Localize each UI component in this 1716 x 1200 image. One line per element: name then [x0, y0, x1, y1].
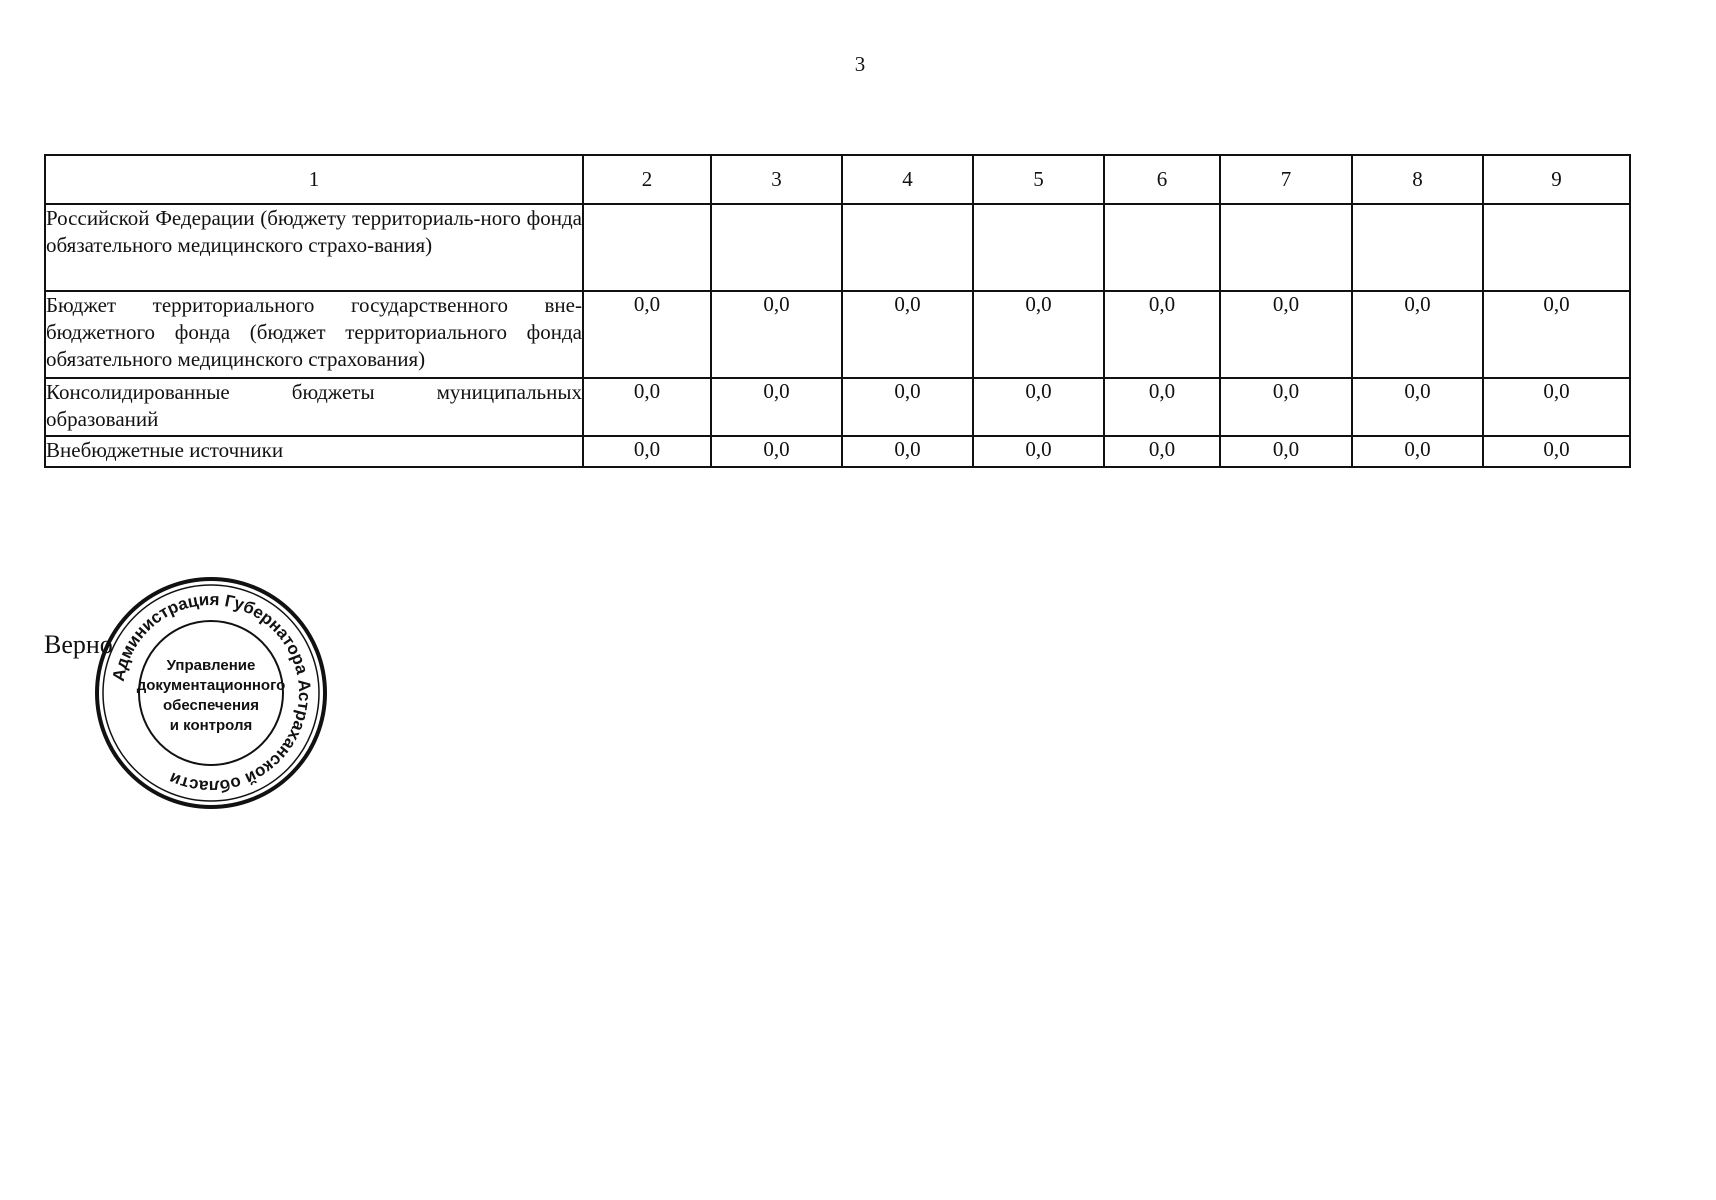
table-cell [842, 204, 973, 291]
column-header: 4 [842, 155, 973, 204]
stamp-center-line: и контроля [169, 717, 253, 734]
stamp-ring-text: Администрация Губернатора Астраханской области [108, 589, 315, 797]
page-number: 3 [854, 52, 866, 76]
table-cell [711, 204, 842, 291]
official-stamp [94, 576, 328, 810]
table-cell: 0,0 [1483, 436, 1630, 467]
table-cell: 0,0 [583, 436, 711, 467]
column-header: 9 [1483, 155, 1630, 204]
table-cell: 0,0 [711, 291, 842, 378]
row-label: Российской Федерации (бюджету территориаль-ного фонда обязательного медицинского страхо-вания) [45, 204, 583, 291]
column-header: 3 [711, 155, 842, 204]
table-cell: 0,0 [1352, 378, 1483, 436]
table-cell: 0,0 [711, 378, 842, 436]
table-cell: 0,0 [1352, 291, 1483, 378]
table-cell: 0,0 [973, 436, 1104, 467]
table-row [45, 378, 1630, 436]
table-cell: 0,0 [973, 378, 1104, 436]
table-cell: 0,0 [583, 378, 711, 436]
table-row [45, 291, 1630, 378]
table-cell [1352, 204, 1483, 291]
table-cell: 0,0 [1483, 291, 1630, 378]
stamp-center-line: документационного [136, 677, 286, 694]
table-cell: 0,0 [1104, 378, 1220, 436]
table-cell: 0,0 [1352, 436, 1483, 467]
column-header: 5 [973, 155, 1104, 204]
table-cell: 0,0 [973, 291, 1104, 378]
table-cell: 0,0 [842, 436, 973, 467]
table-cell: 0,0 [1220, 436, 1352, 467]
column-header: 8 [1352, 155, 1483, 204]
table-cell [1104, 204, 1220, 291]
table-row [45, 436, 1630, 467]
table-cell: 0,0 [1220, 378, 1352, 436]
table-cell: 0,0 [842, 378, 973, 436]
table-cell: 0,0 [1220, 291, 1352, 378]
column-header: 7 [1220, 155, 1352, 204]
row-label: Бюджет территориального государственного вне-бюджетного фонда (бюджет территориального фонда обязательного медицинского страхования) [45, 291, 583, 378]
column-header: 6 [1104, 155, 1220, 204]
table-cell: 0,0 [583, 291, 711, 378]
column-header: 1 [45, 155, 583, 204]
row-label: Консолидированные бюджеты муниципальных образований [45, 378, 583, 436]
table-cell: 0,0 [1104, 291, 1220, 378]
table-cell: 0,0 [1483, 378, 1630, 436]
stamp-center-line: Управление [166, 657, 256, 674]
stamp-center-line: обеспечения [162, 697, 260, 714]
column-header: 2 [583, 155, 711, 204]
budget-table [44, 154, 1631, 468]
table-cell [973, 204, 1104, 291]
certification-verno: Верно [44, 630, 113, 659]
table-cell: 0,0 [842, 291, 973, 378]
table-cell: 0,0 [1104, 436, 1220, 467]
table-row [45, 204, 1630, 291]
table-header-row [45, 155, 1630, 204]
table-cell [1220, 204, 1352, 291]
row-label: Внебюджетные источники [45, 436, 583, 467]
table-cell: 0,0 [711, 436, 842, 467]
table-cell [583, 204, 711, 291]
table-cell [1483, 204, 1630, 291]
